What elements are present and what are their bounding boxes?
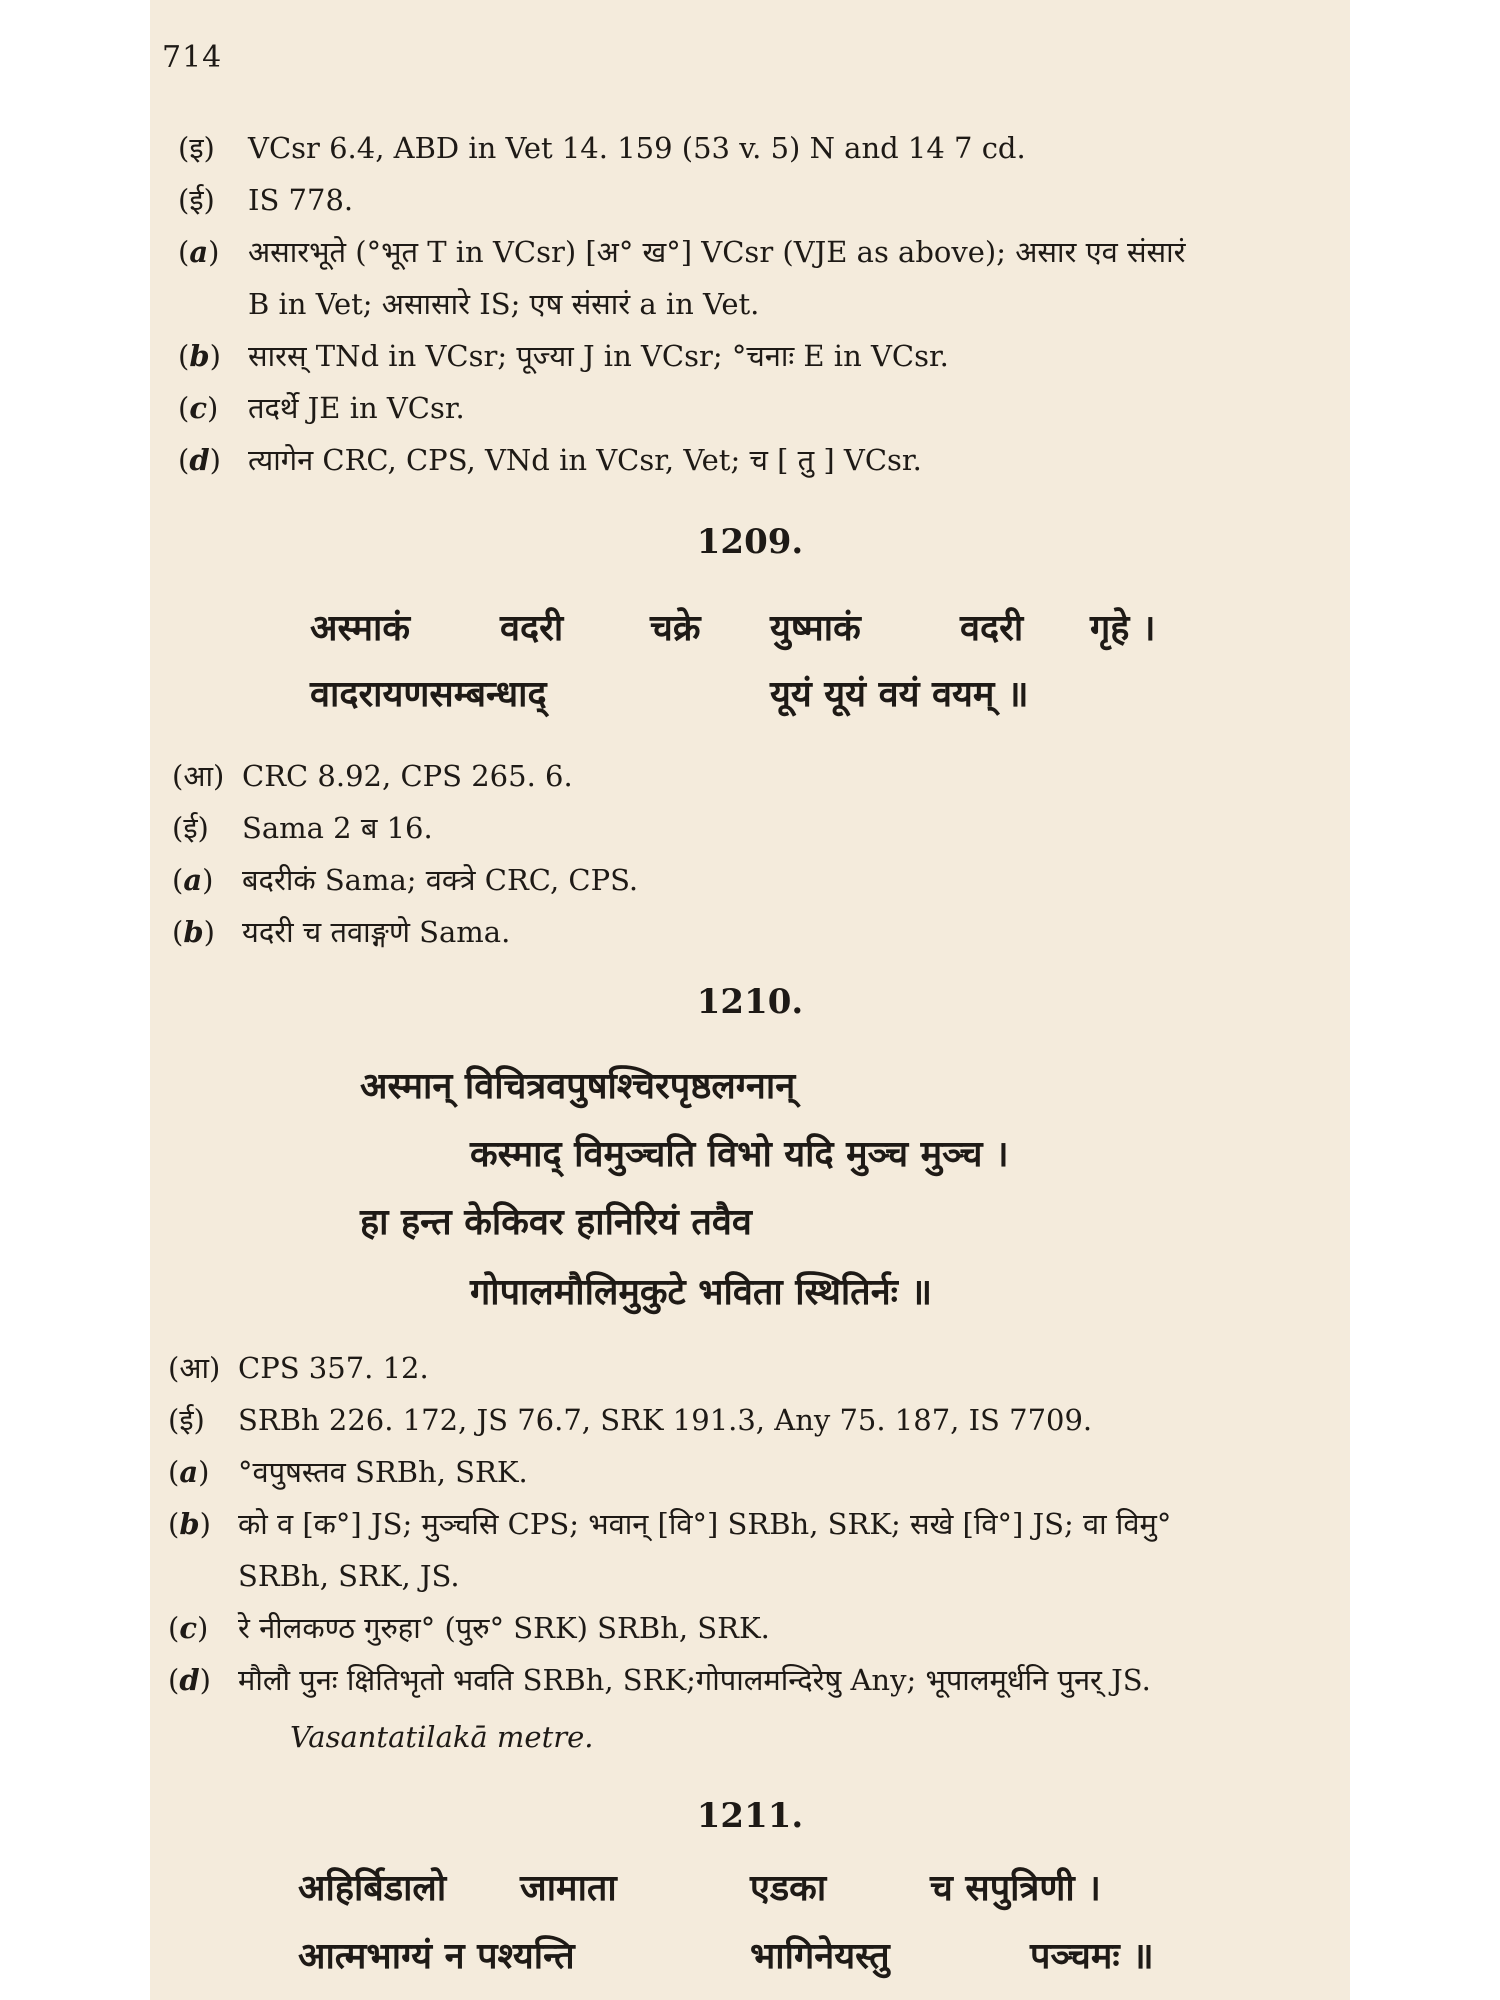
note-line xyxy=(168,1610,770,1646)
note-line xyxy=(172,914,510,950)
entry-number: 1209. xyxy=(696,522,804,562)
note-line xyxy=(178,390,465,426)
note-text: तदर्थे JE in VCsr. xyxy=(248,391,465,425)
note-text: असारभूते (°भूत T in VCsr) [अ° ख°] VCsr (VJE as above); असार एव संसारं xyxy=(248,235,1186,269)
verse-word: अस्माकं xyxy=(310,607,411,649)
note-text: B in Vet; असासारे IS; एष संसारं a in Vet. xyxy=(248,287,760,321)
note-label: (b) xyxy=(172,915,215,949)
note-label: (a) xyxy=(178,235,220,269)
note-label: (a) xyxy=(168,1455,210,1489)
note-text: CPS 357. 12. xyxy=(238,1351,429,1385)
note-text: मौलौ पुनः क्षितिभृतो भवति SRBh, SRK;गोपालमन्दिरेषु Any; भूपालमूर्धनि पुनर् JS. xyxy=(238,1663,1151,1697)
note-line xyxy=(172,758,573,794)
note-text: सारस् TNd in VCsr; पूज्या J in VCsr; °चनाः E in VCsr. xyxy=(248,339,949,373)
verse-word: आत्मभाग्यं न पश्यन्ति xyxy=(298,1935,575,1977)
verse-word: यूयं यूयं वयं वयम् ॥ xyxy=(770,673,1029,715)
note-text: SRBh 226. 172, JS 76.7, SRK 191.3, Any 75. 187, IS 7709. xyxy=(238,1403,1093,1437)
note-text: रे नीलकण्ठ गुरुहा° (पुरु° SRK) SRBh, SRK. xyxy=(238,1611,770,1645)
verse-word: वादरायणसम्बन्धाद् xyxy=(310,673,547,715)
verse-word: पञ्चमः ॥ xyxy=(1030,1935,1154,1977)
verse-word: गृहे । xyxy=(1090,607,1156,649)
verse-line: गोपालमौलिमुकुटे भविता स्थितिर्नः ॥ xyxy=(470,1271,933,1313)
verse-word: जामाता xyxy=(520,1867,617,1909)
note-label: (आ) xyxy=(172,759,225,793)
note-line xyxy=(172,810,433,846)
verse-word: भागिनेयस्तु xyxy=(750,1935,890,1977)
page-number: 714 xyxy=(162,40,223,75)
note-line xyxy=(178,130,1026,166)
note-label: (ई) xyxy=(178,183,215,217)
note-label: (d) xyxy=(178,443,221,477)
book-page xyxy=(150,0,1350,2000)
verse-word: युष्माकं xyxy=(770,607,861,649)
note-label: (b) xyxy=(168,1507,211,1541)
verse-word: वदरी xyxy=(500,607,564,649)
note-line xyxy=(178,234,1186,270)
note-label: (d) xyxy=(168,1663,211,1697)
verse-word: चक्रे xyxy=(650,607,701,649)
note-line xyxy=(178,338,949,374)
note-text: बदरीकं Sama; वक्त्रे CRC, CPS. xyxy=(242,863,639,897)
note-line xyxy=(168,1454,528,1490)
note-label: (ई) xyxy=(168,1403,205,1437)
verse-word: एडका xyxy=(750,1867,827,1909)
note-text: को व [क°] JS; मुञ्चसि CPS; भवान् [वि°] SRBh, SRK; सखे [वि°] JS; वा विमु° xyxy=(238,1507,1172,1541)
note-label: (ई) xyxy=(172,811,209,845)
note-line xyxy=(178,286,759,322)
note-text: Sama 2 ब 16. xyxy=(242,811,433,845)
note-label: (b) xyxy=(178,339,221,373)
note-line xyxy=(168,1558,460,1594)
note-text: SRBh, SRK, JS. xyxy=(238,1559,460,1593)
verse-line: हा हन्त केकिवर हानिरियं तवैव xyxy=(360,1201,752,1243)
note-text: CRC 8.92, CPS 265. 6. xyxy=(242,759,573,793)
note-line xyxy=(168,1402,1092,1438)
note-line xyxy=(172,862,638,898)
note-text: VCsr 6.4, ABD in Vet 14. 159 (53 v. 5) N and 14 7 cd. xyxy=(248,131,1026,165)
note-text: यदरी च तवाङ्गणे Sama. xyxy=(242,915,511,949)
metre-text: Vasantatilakā metre. xyxy=(290,1720,594,1754)
note-line xyxy=(178,182,353,218)
metre-note xyxy=(290,1720,594,1754)
note-line xyxy=(168,1662,1151,1698)
note-label: (इ) xyxy=(178,131,215,165)
note-label: (a) xyxy=(172,863,214,897)
note-label: (आ) xyxy=(168,1351,221,1385)
note-line xyxy=(168,1506,1171,1542)
note-text: त्यागेन CRC, CPS, VNd in VCsr, Vet; च [ तु ] VCsr. xyxy=(248,443,922,477)
note-line xyxy=(178,442,922,478)
note-line xyxy=(168,1350,429,1386)
verse-word: वदरी xyxy=(960,607,1024,649)
note-label: (c) xyxy=(168,1611,209,1645)
entry-number: 1210. xyxy=(696,982,804,1022)
note-text: IS 778. xyxy=(248,183,354,217)
note-label: (c) xyxy=(178,391,219,425)
entry-number: 1211. xyxy=(696,1796,804,1836)
verse-word: च सपुत्रिणी । xyxy=(930,1867,1101,1909)
verse-line: कस्माद् विमुञ्चति विभो यदि मुञ्च मुञ्च । xyxy=(470,1133,1009,1175)
verse-word: अहिर्बिडालो xyxy=(298,1867,447,1909)
verse-line: अस्मान् विचित्रवपुषश्चिरपृष्ठलग्नान् xyxy=(360,1065,796,1107)
note-text: °वपुषस्तव SRBh, SRK. xyxy=(238,1455,528,1489)
